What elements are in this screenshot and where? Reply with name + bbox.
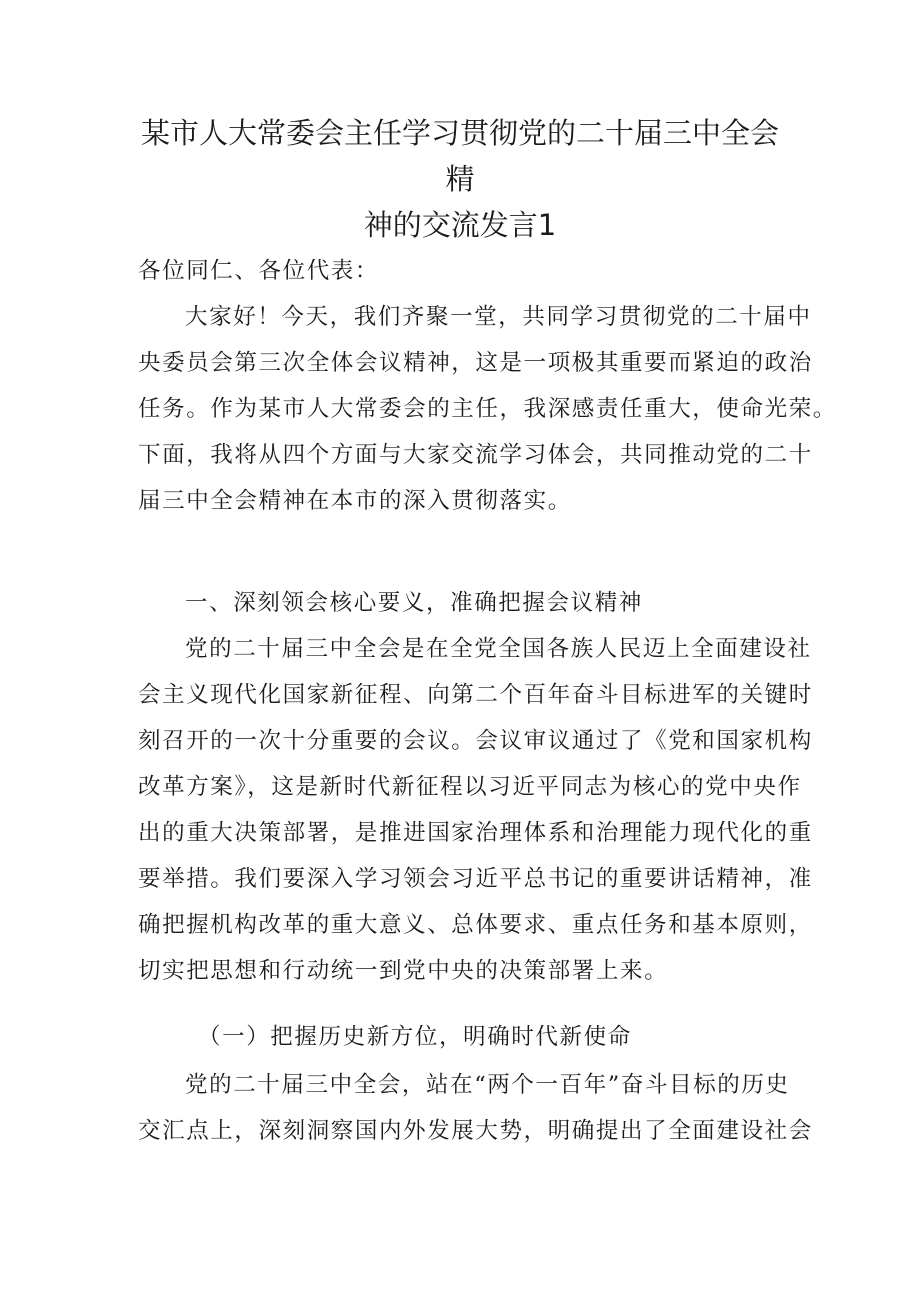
title-line-2: 神的交流发言1 — [363, 208, 557, 242]
paragraph-line: 要举措。我们要深入学习领会习近平总书记的重要讲话精神，准 — [138, 866, 813, 892]
section-1-paragraph — [138, 626, 813, 994]
section-1-heading — [138, 580, 798, 626]
paragraph-line: 届三中全会精神在本市的深入贯彻落实。 — [138, 488, 572, 514]
paragraph-line: 出的重大决策部署，是推进国家治理体系和治理能力现代化的重 — [138, 820, 813, 846]
paragraph-line: 交汇点上，深刻洞察国内外发展大势，明确提出了全面建设社会 — [138, 1118, 813, 1144]
subsection-1-heading — [138, 1014, 798, 1060]
paragraph-line: 下面，我将从四个方面与大家交流学习体会，共同推动党的二十 — [138, 442, 813, 468]
paragraph-line: 央委员会第三次全体会议精神，这是一项极其重要而紧迫的政治 — [138, 350, 813, 376]
paragraph-line: 刻召开的一次十分重要的会议。会议审议通过了《党和国家机构 — [138, 728, 813, 754]
paragraph-line: 改革方案》，这是新时代新征程以习近平同志为核心的党中央作 — [138, 774, 802, 800]
subsection-heading-text: （一）把握历史新方位，明确时代新使命 — [198, 1024, 632, 1050]
paragraph-line: 党的二十届三中全会，站在“两个一百年”奋斗目标的历史 — [185, 1072, 790, 1098]
paragraph-line: 会主义现代化国家新征程、向第二个百年奋斗目标进军的关键时 — [138, 682, 813, 708]
paragraph-line: 任务。作为某市人大常委会的主任，我深感责任重大，使命光荣。 — [138, 396, 837, 422]
subsection-1-paragraph — [138, 1062, 813, 1154]
paragraph-line: 党的二十届三中全会是在全党全国各族人民迈上全面建设社 — [185, 636, 812, 662]
intro-paragraph — [138, 294, 837, 524]
salutation-text: 各位同仁、各位代表： — [138, 258, 380, 284]
salutation — [138, 248, 798, 294]
title-line-1: 某市人大常委会主任学习贯彻党的二十届三中全会精 — [140, 116, 779, 196]
paragraph-line: 确把握机构改革的重大意义、总体要求、重点任务和基本原则， — [138, 912, 813, 938]
section-heading-text: 一、深刻领会核心要义，准确把握会议精神 — [185, 590, 643, 616]
paragraph-line: 切实把思想和行动统一到党中央的决策部署上来。 — [138, 958, 669, 984]
document-title — [130, 110, 790, 248]
paragraph-line: 大家好！今天，我们齐聚一堂，共同学习贯彻党的二十届中 — [185, 304, 812, 330]
